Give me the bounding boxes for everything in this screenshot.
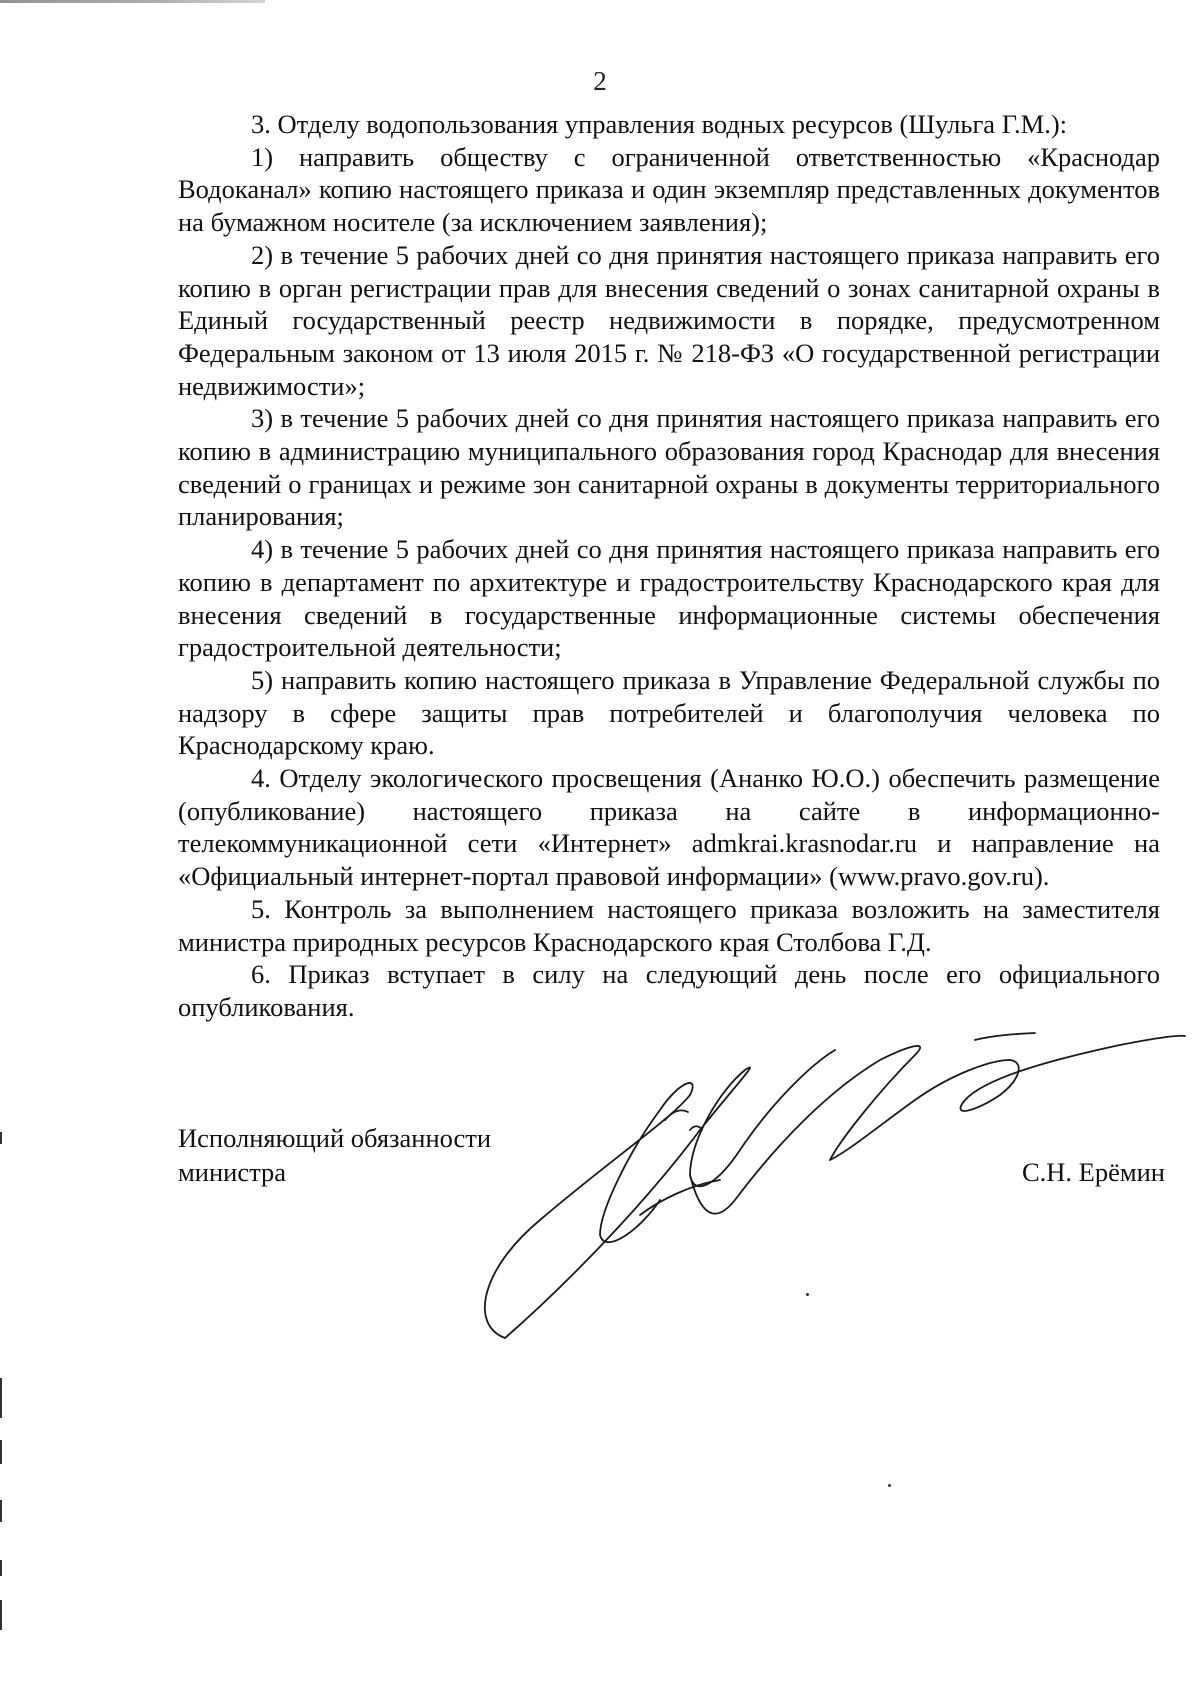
scan-speck bbox=[888, 1484, 891, 1487]
scan-edge-mark bbox=[0, 1378, 2, 1418]
paragraph-item-6: 6. Приказ вступает в силу на следующий день после его официального опубликования. bbox=[178, 959, 1160, 1022]
paragraph-subitem-1: 1) направить обществу с ограниченной ответственностью «Краснодар Водоканал» копию настоящего приказа и один экземпляр представленных документов на бумажном носителе (за исключением заявления); bbox=[178, 141, 1160, 238]
paragraph-item-3: 3. Отделу водопользования управления водных ресурсов (Шульга Г.М.): bbox=[251, 109, 1068, 139]
paragraph-subitem-2: 2) в течение 5 рабочих дней со дня принятия настоящего приказа направить его копию в орган регистрации прав для внесения сведений о зонах санитарной охраны в Единый государственный реестр недвижимости в порядке, предусмотренном Федеральным законом от 13 июля 2015 г. № 218-ФЗ «О государственной регистрации недвижимости»; bbox=[178, 239, 1160, 401]
scan-edge-mark bbox=[0, 1600, 2, 1630]
document-body bbox=[178, 108, 1160, 1024]
scan-edge-mark bbox=[0, 1440, 2, 1464]
scan-artifact-top-line bbox=[0, 0, 265, 3]
signatory-position-line1: Исполняющий обязанности bbox=[178, 1123, 492, 1153]
scan-edge-mark bbox=[0, 1560, 2, 1576]
signatory-position-line2: министра bbox=[178, 1157, 286, 1187]
paragraph-subitem-5: 5) направить копию настоящего приказа в Управление Федеральной службы по надзору в сфере защиты прав потребителей и благополучия человека по Краснодарскому краю. bbox=[178, 664, 1160, 761]
paragraph-item-4: 4. Отделу экологического просвещения (Ананко Ю.О.) обеспечить размещение (опубликование) настоящего приказа на сайте в информационно-телекоммуникационной сети «Интернет» admkrai.krasnodar.ru и направление на «Официальный интернет-портал правовой информации» (www.pravo.gov.ru). bbox=[178, 763, 1160, 892]
signer-name: С.Н. Ерёмин bbox=[1021, 1157, 1165, 1187]
paragraph-item-5: 5. Контроль за выполнением настоящего приказа возложить на заместителя министра природных ресурсов Краснодарского края Столбова Г.Д. bbox=[178, 893, 1160, 957]
signatory-position bbox=[178, 1121, 491, 1189]
scan-edge-mark bbox=[0, 1500, 2, 1522]
scan-edge-mark bbox=[0, 1132, 2, 1144]
scan-speck bbox=[806, 1293, 809, 1296]
paragraph-subitem-3: 3) в течение 5 рабочих дней со дня принятия настоящего приказа направить его копию в администрацию муниципального образования город Краснодар для внесения сведений о границах и режиме зон санитарной охраны в документы территориального планирования; bbox=[178, 403, 1160, 532]
paragraph-subitem-4: 4) в течение 5 рабочих дней со дня принятия настоящего приказа направить его копию в департамент по архитектуре и градостроительству Краснодарского края для внесения сведений в государственные информационные системы обеспечения градостроительной деятельности; bbox=[178, 534, 1160, 663]
page-number: 2 bbox=[593, 66, 607, 96]
